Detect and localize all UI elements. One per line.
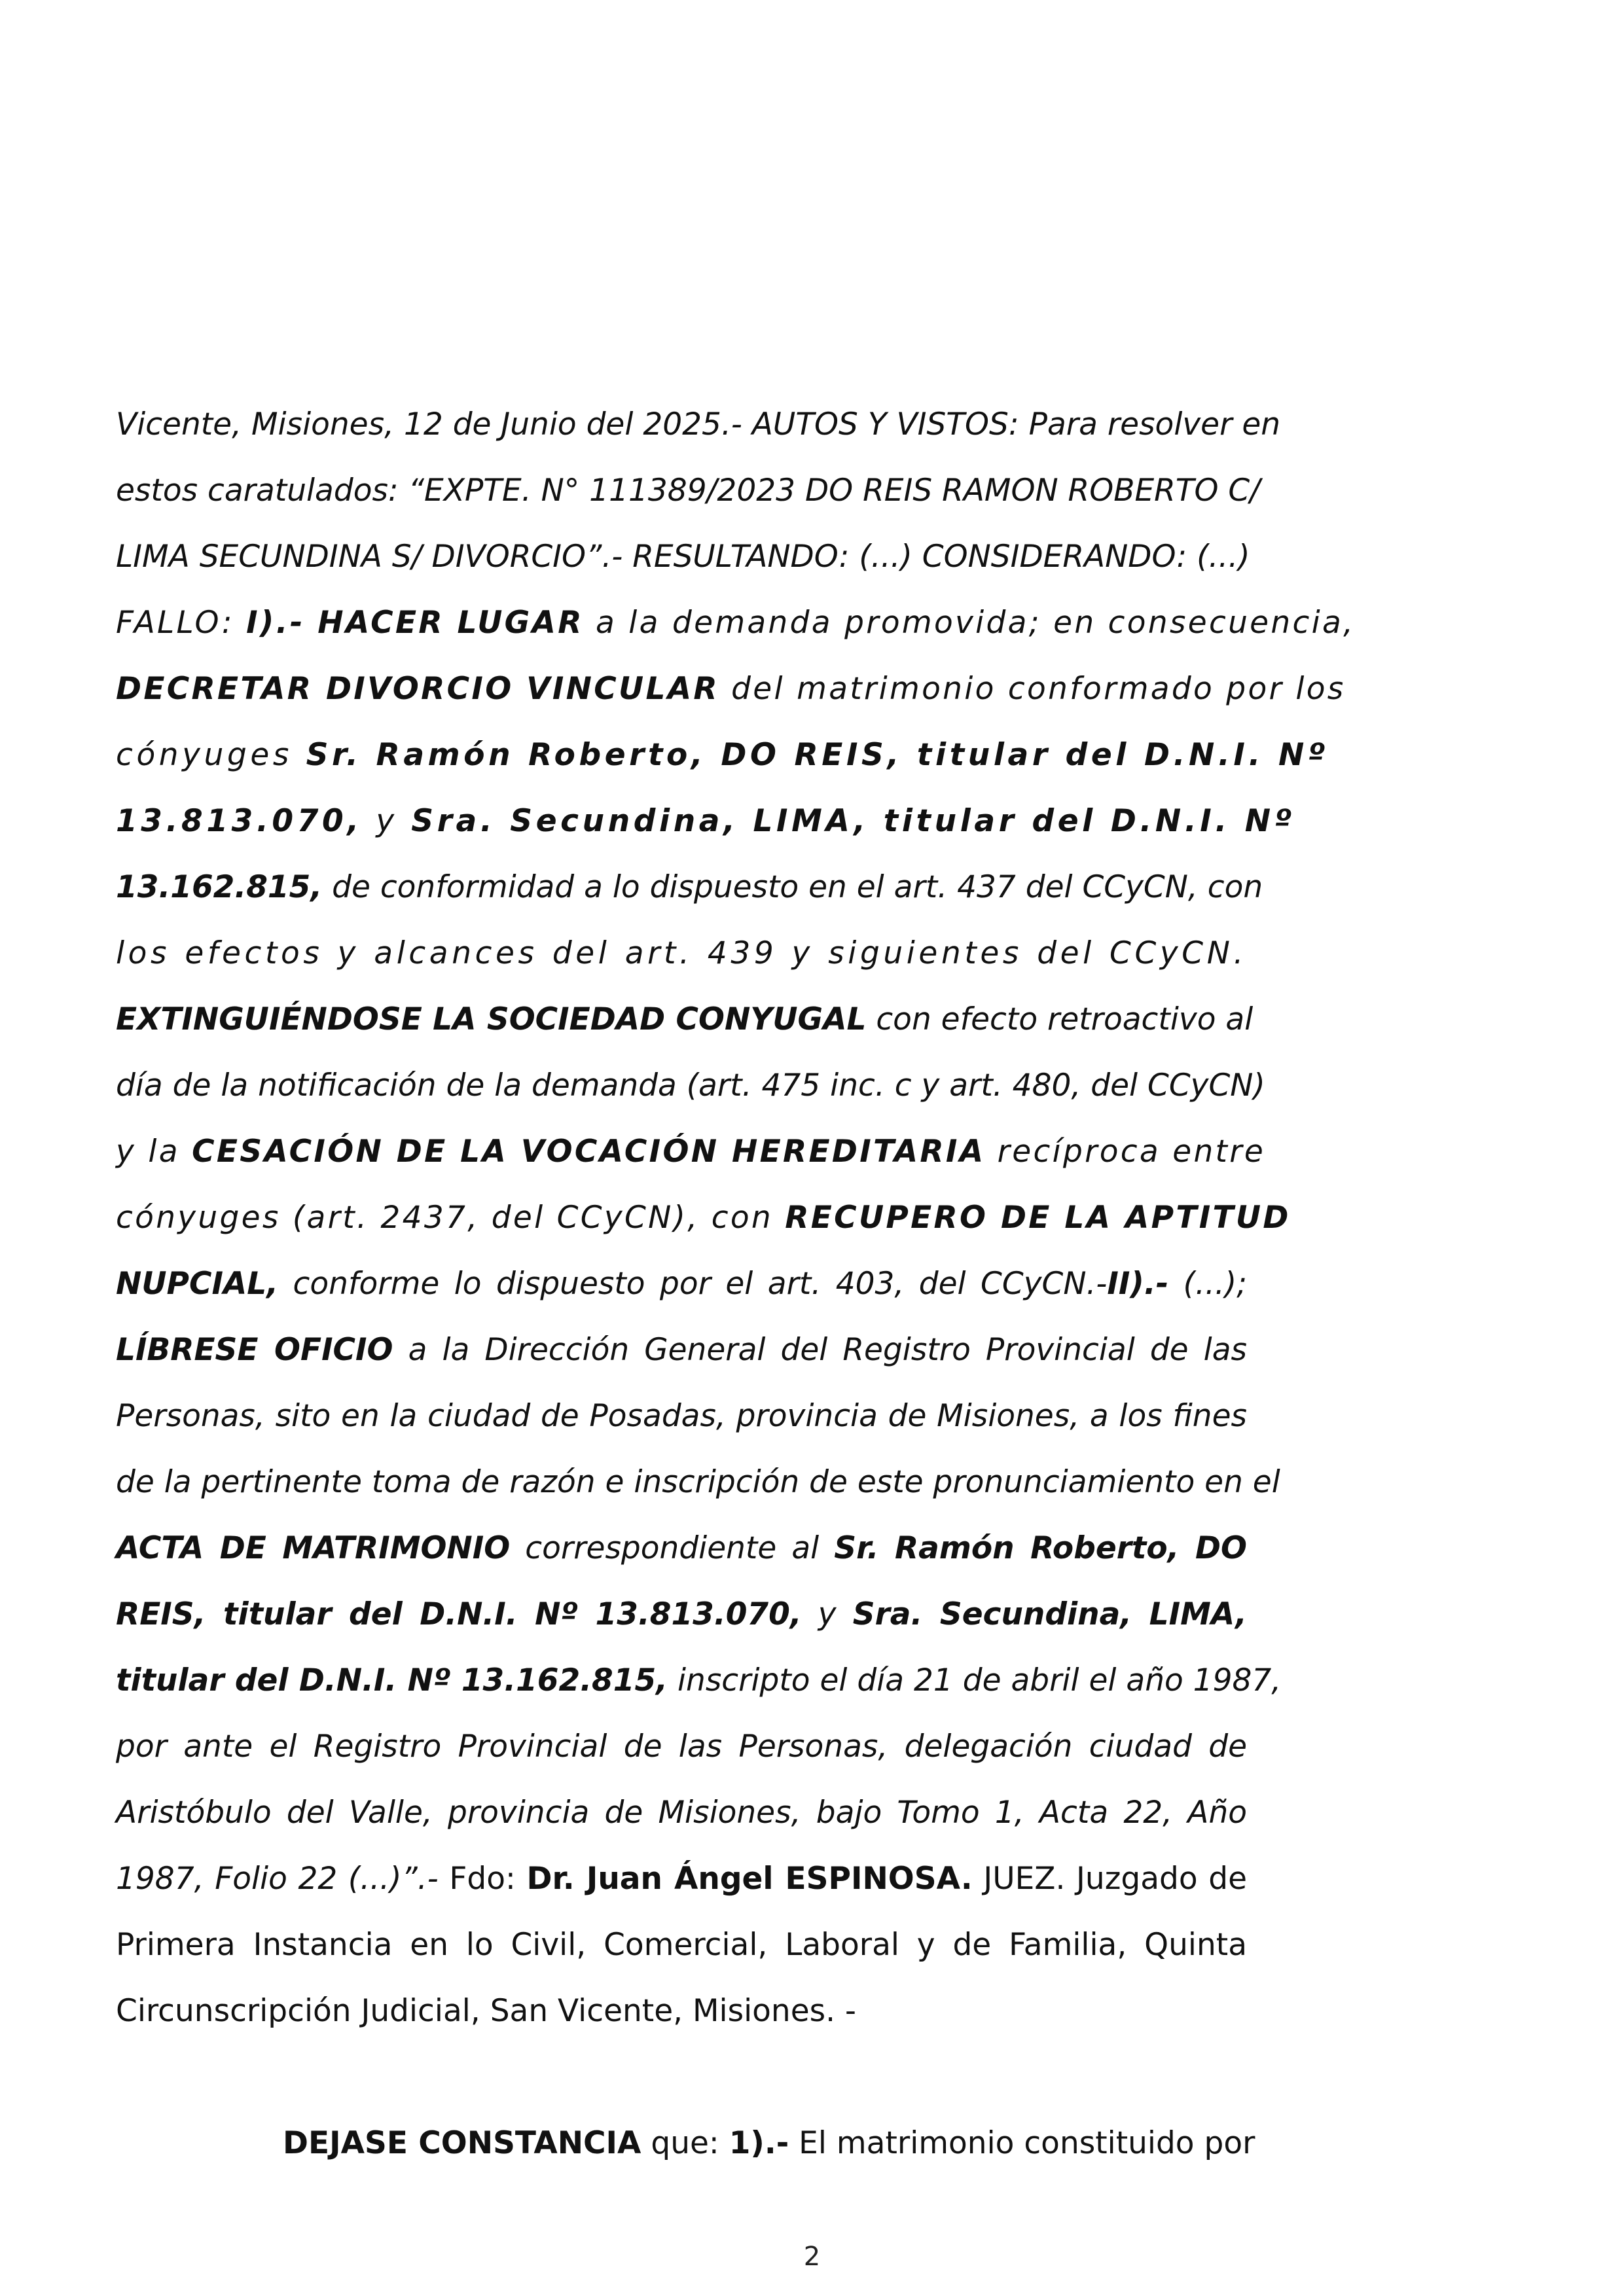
text-line: 13.162.815, de conformidad a lo dispuesto en el art. 437 del CCyCN, con (116, 869, 1263, 905)
text-line: por ante el Registro Provincial de las Personas, delegación ciudad de (116, 1729, 1247, 1765)
judge-signature: Dr. Juan Ángel ESPINOSA. (526, 1861, 973, 1897)
text-line: cónyuges (art. 2437, del CCyCN), con RECUPERO DE LA APTITUD (116, 1200, 1291, 1236)
acta-de-matrimonio: ACTA DE MATRIMONIO (116, 1530, 511, 1566)
ruling-sociedad-conyugal: EXTINGUIÉNDOSE LA SOCIEDAD CONYUGAL (116, 1001, 867, 1037)
text-line: titular del D.N.I. Nº 13.162.815, inscripto el día 21 de abril el año 1987, (116, 1662, 1282, 1698)
ruling-hacer-lugar: I).- HACER LUGAR (246, 605, 584, 641)
ruling-aptitud-nupcial: RECUPERO DE LA APTITUD (785, 1200, 1291, 1236)
text-line: Circunscripción Judicial, San Vicente, Misiones. - (116, 1993, 856, 2029)
text-line: día de la notificación de la demanda (art. 475 inc. c y art. 480, del CCyCN) (116, 1067, 1265, 1103)
text-line: LÍBRESE OFICIO a la Dirección General del Registro Provincial de las (116, 1332, 1247, 1368)
text-line: cónyuges Sr. Ramón Roberto, DO REIS, titular del D.N.I. Nº (116, 737, 1329, 773)
text-line: 13.813.070, y Sra. Secundina, LIMA, titular del D.N.I. Nº (116, 803, 1295, 839)
text-line: DECRETAR DIVORCIO VINCULAR del matrimonio conformado por los (116, 671, 1346, 707)
text-line: y la CESACIÓN DE LA VOCACIÓN HEREDITARIA recíproca entre (116, 1134, 1266, 1170)
ruling-decretar-divorcio: DECRETAR DIVORCIO VINCULAR (116, 671, 719, 707)
text-line: los efectos y alcances del art. 439 y siguientes del CCyCN. (116, 935, 1247, 971)
text-line: REIS, titular del D.N.I. Nº 13.813.070, y Sra. Secundina, LIMA, (116, 1596, 1247, 1632)
text-line: ACTA DE MATRIMONIO correspondiente al Sr. Ramón Roberto, DO (116, 1530, 1247, 1566)
text-line: EXTINGUIÉNDOSE LA SOCIEDAD CONYUGAL con efecto retroactivo al (116, 1001, 1254, 1037)
page-number: 2 (803, 2242, 821, 2272)
text-line: de la pertinente toma de razón e inscripción de este pronunciamiento en el (116, 1464, 1280, 1500)
paragraph-spacer (116, 2044, 1247, 2110)
text-line: Aristóbulo del Valle, provincia de Misiones, bajo Tomo 1, Acta 22, Año (116, 1795, 1247, 1831)
text-line: Vicente, Misiones, 12 de Junio del 2025.- AUTOS Y VISTOS: Para resolver en (116, 406, 1281, 442)
ruling-vocacion-hereditaria: CESACIÓN DE LA VOCACIÓN HEREDITARIA (192, 1134, 986, 1170)
party-husband: Sr. Ramón Roberto, DO REIS, titular del D.N.I. Nº (306, 737, 1329, 773)
dejase-constancia: DEJASE CONSTANCIA (283, 2125, 641, 2161)
ruling-librese-oficio: LÍBRESE OFICIO (116, 1332, 393, 1368)
text-line: 1987, Folio 22 (...)”.- Fdo: Dr. Juan Ángel ESPINOSA. JUEZ. Juzgado de (116, 1861, 1247, 1897)
text-line: Primera Instancia en lo Civil, Comercial, Laboral y de Familia, Quinta (116, 1927, 1247, 1963)
text-line: NUPCIAL, conforme lo dispuesto por el art. 403, del CCyCN.-II).- (...); (116, 1266, 1247, 1302)
text-line: Personas, sito en la ciudad de Posadas, provincia de Misiones, a los fines (116, 1398, 1247, 1434)
document-body (116, 391, 1356, 2176)
text-line: DEJASE CONSTANCIA que: 1).- El matrimonio constituido por (283, 2125, 1255, 2161)
text-line: estos caratulados: “EXPTE. N° 111389/2023 DO REIS RAMON ROBERTO C/ (116, 473, 1261, 509)
text-line: LIMA SECUNDINA S/ DIVORCIO”.- RESULTANDO: (...) CONSIDERANDO: (...) (116, 539, 1250, 575)
party-wife: Sra. Secundina, LIMA, titular del D.N.I. Nº (411, 803, 1295, 839)
text-line: FALLO: I).- HACER LUGAR a la demanda promovida; en consecuencia, (116, 605, 1356, 641)
